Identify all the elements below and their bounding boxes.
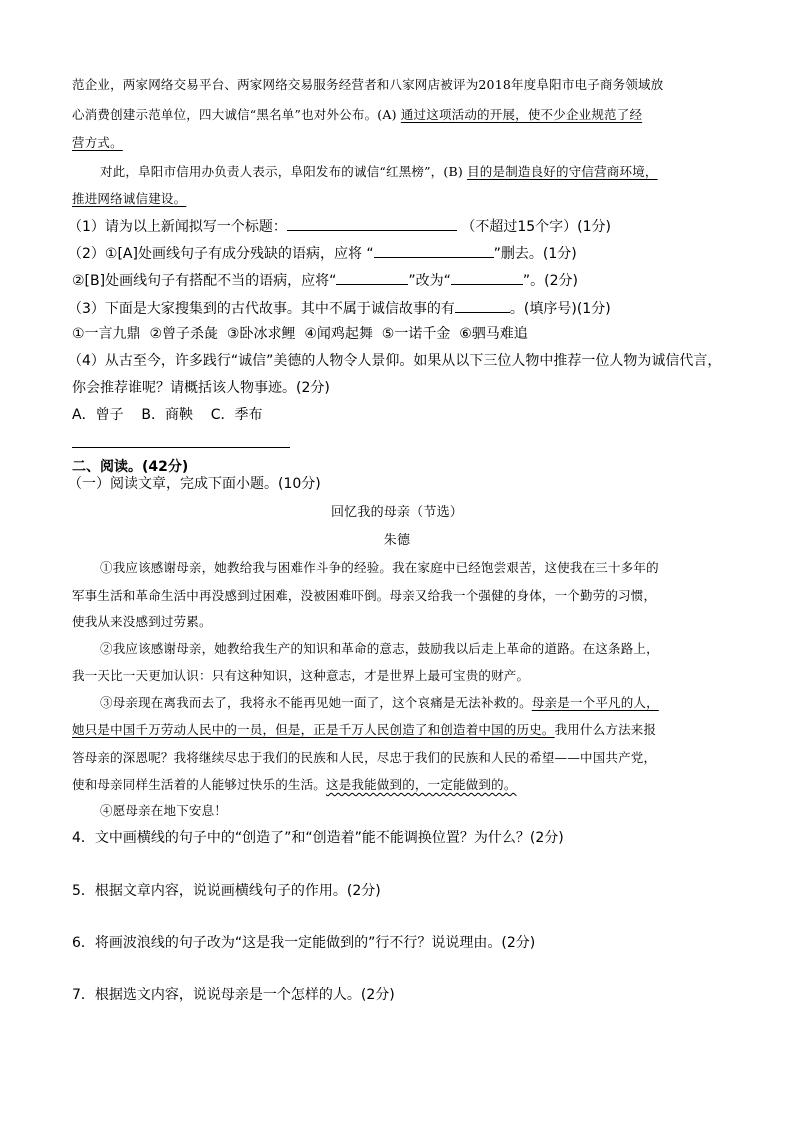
answer-blank[interactable] [374,241,494,258]
story-options: ①一言九鼎 ②曾子杀彘 ③卧冰求鲤 ④闻鸡起舞 ⑤一诺千金 ⑥驷马难追 [72,326,528,342]
reading-question-6: 6．将画波浪线的句子改为“这是我一定能做到的”行不行？说说理由。(2分) [72,935,536,951]
underlined-sentence-a: 通过这项活动的开展，使不少企业规范了经 [400,107,643,122]
question-1-text: （1）请为以上新闻拟写一个标题： [68,219,287,235]
question-2a-note: ”删去。(1分) [493,246,577,262]
passage-para-3-line-2 [72,719,656,741]
answer-blank[interactable] [451,268,523,285]
passage-text: ③母亲现在离我而去了，我将永不能再见她一面了，这个哀痛是无法补救的。 [100,695,532,710]
news-line-5 [72,188,186,210]
question-3-text: （3）下面是大家搜集到的古代故事。其中不属于诚信故事的有 [68,301,455,317]
question-3 [68,296,611,320]
passage-para-3-line-3: 答母亲的深恩呢？我将继续尽忠于我们的民族和人民，尽忠于我们的民族和人民的希望——中国共产党， [72,750,657,765]
news-line-1 [72,74,663,96]
question-4-line-1 [68,350,721,372]
question-3-options [72,323,528,345]
question-1-note: （不超过15个字）(1分) [456,219,612,235]
underlined-sentence: 她只是中国千万劳动人民中的一员，但是，正是千万人民创造了和创造着中国的历史。 [72,722,555,737]
passage-para-4: ④愿母亲在地下安息！ [100,803,228,818]
passage-text: 使和母亲同样生活着的人能够过快乐的生活。 [72,777,327,792]
news-line-4 [100,161,658,183]
news-text: 范企业，两家网络交易平台、两家网络交易服务经营者和八家网店被评为2018年度阜阳市电子商务领域放 [72,77,664,92]
question-1 [68,214,611,238]
question-2b-text: ②[B]处画线句子有搭配不当的语病，应将“ [72,273,337,289]
reading-question-5: 5．根据文章内容，说说画横线句子的作用。(2分) [72,883,381,899]
passage-para-1-line-1: ①我应该感谢母亲，她教给我与困难作斗争的经验。我在家庭中已经饱尝艰苦，这使我在三十多年的 [100,560,659,575]
article-author: 朱德 [383,533,411,548]
answer-blank[interactable] [336,268,408,285]
answer-blank[interactable] [287,214,457,231]
question-2a [68,241,577,265]
question-2a-text: （2）①[A]处画线句子有成分残缺的语病，应将 “ [68,246,374,262]
section-subheading-text: （一）阅读文章，完成下面小题。(10分) [68,476,321,492]
reading-question-4: 4．文中画横线的句子中的“创造了”和“创造着”能不能调换位置？为什么？(2分) [72,830,564,846]
section-heading-text: 二、阅读。(42分) [72,459,189,475]
passage-para-3-line-4 [72,774,517,796]
question-2b [72,268,578,292]
reading-question-7: 7．根据选文内容，说说母亲是一个怎样的人。(2分) [72,987,395,1003]
underlined-sentence-b: 目的是制造良好的守信营商环境， [467,164,658,179]
question-3-note: 。(填序号)(1分) [509,301,611,317]
question-4-text: （4）从古至今，许多践行“诚信”美德的人物令人景仰。如果从以下三位人物中推荐一位人物为诚信代言， [68,353,722,369]
passage-para-2-line-2: 我一天比一天更加认识：只有这种知识，这种意志，才是世界上最可宝贵的财产。 [72,668,530,683]
passage-para-3-line-1 [100,692,659,714]
answer-blank[interactable] [455,296,510,313]
underlined-sentence: 母亲是一个平凡的人， [531,695,659,710]
underlined-sentence-b-end: 推进网络诚信建设。 [72,191,187,206]
underlined-sentence-a-end: 营方式。 [72,135,123,150]
passage-text: 我用什么方法来报 [554,722,657,737]
passage-para-2-line-1: ②我应该感谢母亲，她教给我生产的知识和革命的意志，鼓励我以后走上革命的道路。在这条路上， [100,641,659,656]
section-subheading [68,473,321,495]
question-4-text: 你会推荐谁呢？请概括该人物事迹。(2分) [72,380,330,396]
news-text: 心消费创建示范单位，四大诚信“黑名单”也对外公布。(A) [72,107,401,122]
news-text: 对此，阜阳市信用办负责人表示，阜阳发布的诚信“红黑榜”，(B) [100,164,468,179]
wavy-underlined-sentence: 这是我能做到的，一定能做到的。 [326,777,517,792]
person-choices: A．曾子 B．商鞅 C．季布 [72,407,263,423]
passage-para-1-line-3: 使我从来没感到过劳累。 [72,614,212,629]
question-2b-note: ”。(2分) [522,273,578,289]
news-line-2 [72,104,642,126]
question-4-choices [72,404,263,426]
article-title: 回忆我的母亲（节选） [330,505,463,520]
question-2b-text: ”改为“ [408,273,451,289]
news-line-3 [72,132,123,154]
question-4-line-2 [72,377,330,399]
passage-para-1-line-2: 军事生活和革命生活中再没感到过困难，没被困难吓倒。母亲又给我一个强健的身体，一个勤劳的习惯， [72,588,657,603]
answer-line[interactable] [72,447,290,448]
